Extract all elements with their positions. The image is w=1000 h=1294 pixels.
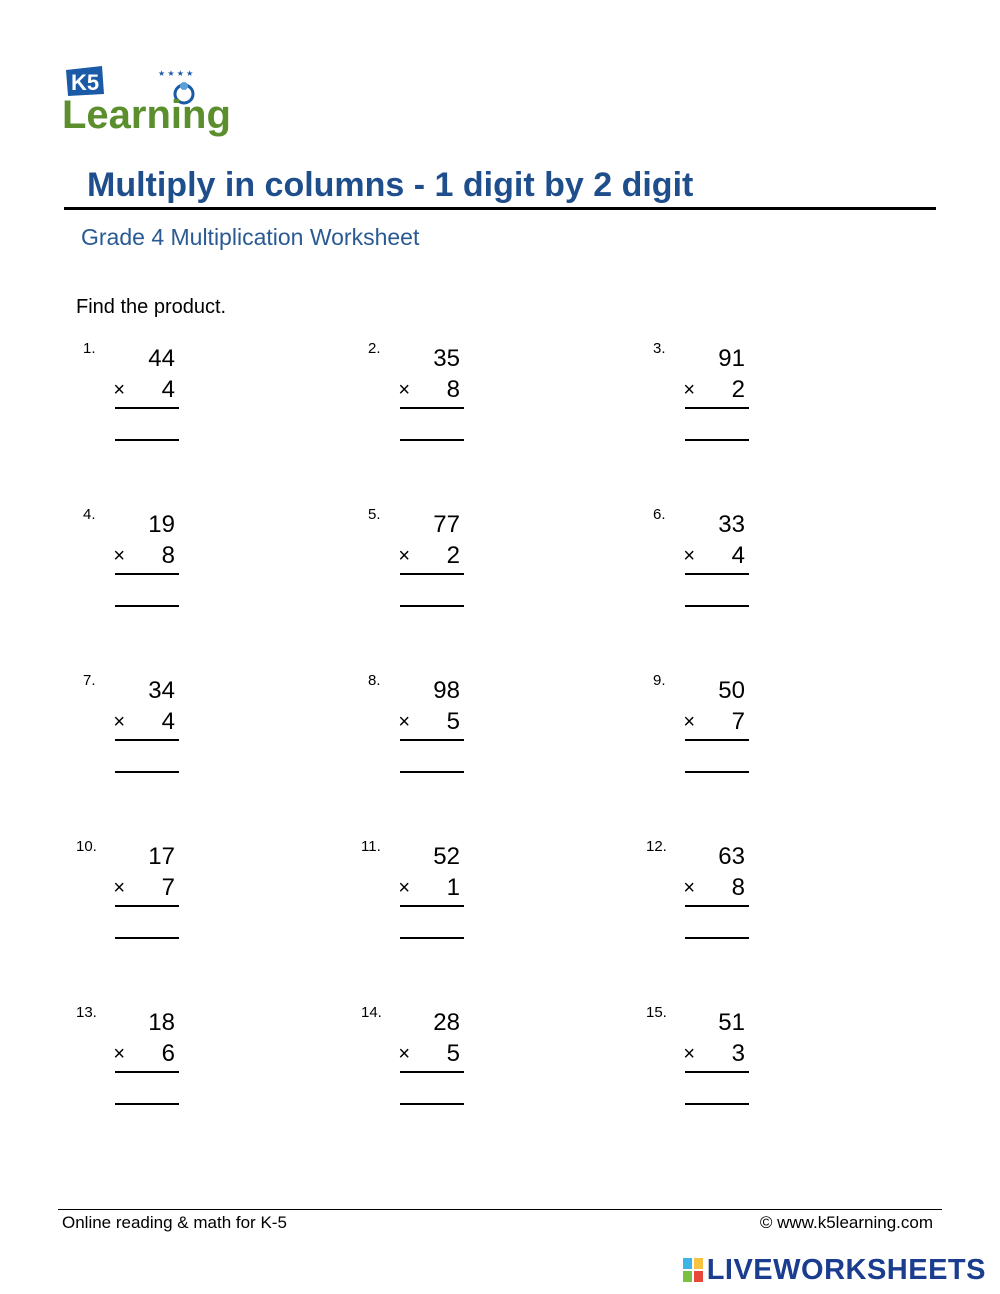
problem-9	[605, 672, 745, 787]
multiplier: 8	[731, 874, 745, 901]
multiplier: 4	[161, 708, 175, 735]
multiplicand: 18	[148, 1009, 175, 1036]
multiplicand: 19	[148, 511, 175, 538]
product-rule	[400, 1071, 464, 1073]
answer-blank[interactable]	[400, 771, 464, 773]
product-rule	[685, 905, 749, 907]
problem-7	[35, 672, 175, 787]
problem-number: 6.	[653, 506, 666, 523]
answer-blank[interactable]	[685, 439, 749, 441]
multiplicand: 51	[718, 1009, 745, 1036]
footer-tagline: Online reading & math for K-5	[62, 1213, 287, 1232]
k5-learning-logo	[62, 62, 244, 142]
problem-number: 14.	[361, 1004, 382, 1021]
answer-blank[interactable]	[115, 937, 179, 939]
problem-6	[605, 506, 745, 621]
multiply-sign: ×	[113, 711, 125, 733]
answer-blank[interactable]	[400, 1103, 464, 1105]
problem-number: 13.	[76, 1004, 97, 1021]
problem-number: 15.	[646, 1004, 667, 1021]
multiplier: 6	[161, 1040, 175, 1067]
multiplier: 5	[446, 708, 460, 735]
answer-blank[interactable]	[685, 771, 749, 773]
product-rule	[115, 1071, 179, 1073]
problem-number: 5.	[368, 506, 381, 523]
problem-13	[35, 1004, 175, 1119]
multiplicand: 52	[433, 843, 460, 870]
problem-number: 3.	[653, 340, 666, 357]
footer-copyright: © www.k5learning.com	[759, 1213, 933, 1232]
instruction: Find the product.	[76, 296, 227, 318]
liveworksheets-text: LIVEWORKSHEETS	[706, 1253, 986, 1286]
problem-number: 7.	[83, 672, 96, 689]
product-rule	[685, 1071, 749, 1073]
liveworksheets-watermark	[683, 1254, 986, 1286]
multiplicand: 34	[148, 677, 175, 704]
multiply-sign: ×	[398, 877, 410, 899]
answer-blank[interactable]	[115, 771, 179, 773]
multiply-sign: ×	[113, 877, 125, 899]
answer-blank[interactable]	[400, 937, 464, 939]
product-rule	[685, 739, 749, 741]
footer-rule	[58, 1209, 942, 1210]
problem-12	[605, 838, 745, 953]
svg-text:Learning: Learning	[62, 93, 231, 137]
multiplicand: 33	[718, 511, 745, 538]
worksheet-title: Multiply in columns - 1 digit by 2 digit	[87, 166, 694, 204]
multiply-sign: ×	[398, 711, 410, 733]
problem-15	[605, 1004, 745, 1119]
product-rule	[400, 905, 464, 907]
problem-11	[320, 838, 460, 953]
answer-blank[interactable]	[400, 605, 464, 607]
answer-blank[interactable]	[685, 1103, 749, 1105]
answer-blank[interactable]	[115, 439, 179, 441]
multiplier: 1	[446, 874, 460, 901]
answer-blank[interactable]	[115, 605, 179, 607]
multiplier: 8	[161, 542, 175, 569]
multiplicand: 35	[433, 345, 460, 372]
multiply-sign: ×	[113, 1043, 125, 1065]
multiplicand: 63	[718, 843, 745, 870]
multiply-sign: ×	[683, 711, 695, 733]
multiply-sign: ×	[398, 1043, 410, 1065]
multiply-sign: ×	[683, 379, 695, 401]
problem-number: 8.	[368, 672, 381, 689]
product-rule	[115, 573, 179, 575]
multiply-sign: ×	[113, 379, 125, 401]
product-rule	[685, 407, 749, 409]
product-rule	[115, 407, 179, 409]
problem-number: 1.	[83, 340, 96, 357]
problem-5	[320, 506, 460, 621]
multiplicand: 50	[718, 677, 745, 704]
multiplier: 8	[446, 376, 460, 403]
multiply-sign: ×	[113, 545, 125, 567]
problem-number: 9.	[653, 672, 666, 689]
problem-number: 2.	[368, 340, 381, 357]
multiplier: 3	[731, 1040, 745, 1067]
multiplicand: 44	[148, 345, 175, 372]
problem-number: 10.	[76, 838, 97, 855]
multiply-sign: ×	[398, 379, 410, 401]
product-rule	[400, 407, 464, 409]
product-rule	[400, 739, 464, 741]
multiplier: 7	[161, 874, 175, 901]
problem-number: 12.	[646, 838, 667, 855]
problem-8	[320, 672, 460, 787]
problem-10	[35, 838, 175, 953]
title-rule	[64, 207, 936, 210]
problem-1	[35, 340, 175, 455]
multiplier: 4	[161, 376, 175, 403]
problem-4	[35, 506, 175, 621]
multiplicand: 17	[148, 843, 175, 870]
svg-text:★ ★ ★ ★: ★ ★ ★ ★	[158, 69, 194, 78]
multiply-sign: ×	[683, 877, 695, 899]
product-rule	[115, 905, 179, 907]
problem-number: 4.	[83, 506, 96, 523]
problem-14	[320, 1004, 460, 1119]
multiplier: 2	[446, 542, 460, 569]
multiplier: 5	[446, 1040, 460, 1067]
multiply-sign: ×	[683, 545, 695, 567]
problem-2	[320, 340, 460, 455]
svg-text:K5: K5	[71, 70, 100, 95]
product-rule	[400, 573, 464, 575]
answer-blank[interactable]	[400, 439, 464, 441]
product-rule	[115, 739, 179, 741]
multiplicand: 28	[433, 1009, 460, 1036]
multiplicand: 77	[433, 511, 460, 538]
worksheet-subtitle: Grade 4 Multiplication Worksheet	[81, 224, 420, 250]
multiplicand: 91	[718, 345, 745, 372]
product-rule	[685, 573, 749, 575]
multiplicand: 98	[433, 677, 460, 704]
answer-blank[interactable]	[115, 1103, 179, 1105]
multiply-sign: ×	[683, 1043, 695, 1065]
problem-number: 11.	[361, 838, 381, 855]
multiplier: 4	[731, 542, 745, 569]
multiply-sign: ×	[398, 545, 410, 567]
problem-3	[605, 340, 745, 455]
multiplier: 7	[731, 708, 745, 735]
liveworksheets-logo-icon	[683, 1258, 703, 1282]
answer-blank[interactable]	[685, 937, 749, 939]
answer-blank[interactable]	[685, 605, 749, 607]
multiplier: 2	[731, 376, 745, 403]
